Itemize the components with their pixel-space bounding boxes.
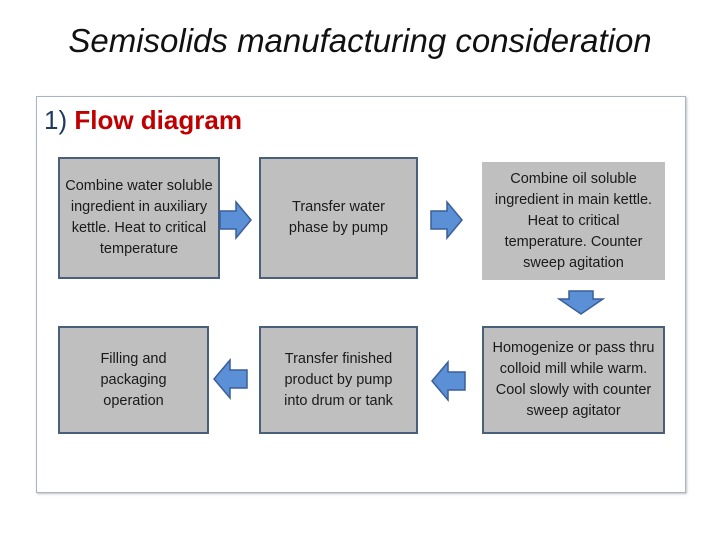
flow-step-label: Transfer water phase by pump — [288, 199, 389, 236]
section-heading-text: Flow diagram — [74, 105, 242, 135]
flow-step-label: Homogenize or pass thru colloid mill while warm. Cool slowly with counter sweep agitator — [492, 340, 655, 419]
flow-step-homogenize — [482, 326, 665, 434]
section-heading — [44, 105, 242, 136]
flow-step-transfer-water — [259, 157, 418, 279]
flow-step-label: Filling and packaging operation — [100, 350, 167, 409]
arrow-down-icon — [557, 290, 605, 316]
flow-step-label: Combine water soluble ingredient in auxiliary kettle. Heat to critical temperature — [65, 178, 213, 257]
slide-title: Semisolids manufacturing consideration — [68, 22, 652, 59]
arrow-right-icon — [219, 200, 253, 240]
flow-step-label: Transfer finished product by pump into drum or tank — [284, 350, 393, 409]
flow-step-combine-water — [58, 157, 220, 279]
arrow-left-icon — [430, 360, 466, 402]
arrow-left-icon — [212, 358, 248, 400]
flow-step-filling-packaging — [58, 326, 209, 434]
arrow-right-icon — [430, 200, 464, 240]
flow-step-combine-oil — [482, 162, 665, 280]
section-number: 1) — [44, 105, 68, 135]
flow-step-label: Combine oil soluble ingredient in main kettle. Heat to critical temperature. Counter sweep agitation — [494, 170, 653, 271]
flow-step-transfer-finished — [259, 326, 418, 434]
